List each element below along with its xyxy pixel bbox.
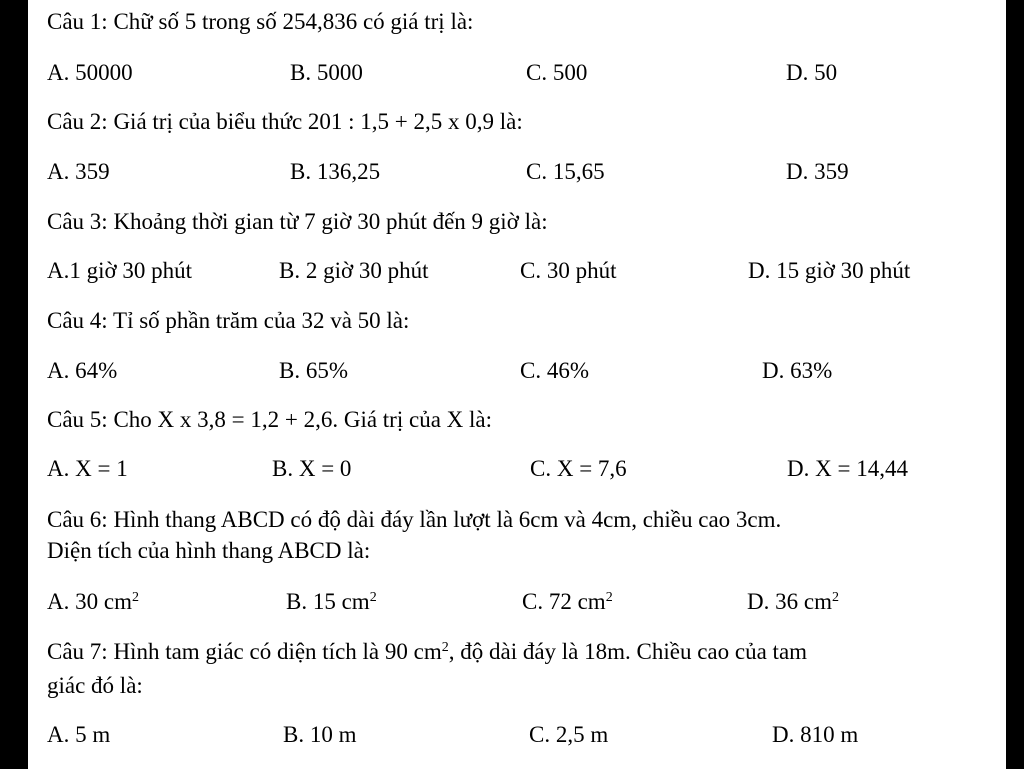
q5-option-b: B. X = 0 [272, 456, 352, 481]
question-6-line-1: Câu 6: Hình thang ABCD có độ dài đáy lần lượt là 6cm và 4cm, chiều cao 3cm. [47, 507, 782, 532]
q6-option-a: A. 30 $cm^2$ [47, 589, 139, 614]
question-7-line-2: giác đó là: [47, 673, 143, 698]
question-1: Câu 1: Chữ số 5 trong số 254,836 có giá trị là: [47, 9, 474, 34]
q5-option-a: A. X = 1 [47, 456, 128, 481]
q5-option-c: C. X = 7,6 [530, 456, 627, 481]
question-6-line-2: Diện tích của hình thang ABCD là: [47, 538, 371, 563]
q3-option-a: A.1 giờ 30 phút [47, 258, 193, 283]
q7-option-b: B. 10 m [283, 722, 357, 747]
question-2: Câu 2: Giá trị của biểu thức 201 : 1,5 + 2,5 x 0,9 là: [47, 109, 523, 134]
q6-option-c: C. 72 $cm^2$ [522, 589, 613, 614]
question-4: Câu 4: Tỉ số phần trăm của 32 và 50 là: [47, 308, 410, 333]
q1-option-c: C. 500 [526, 60, 588, 85]
q2-option-b: B. 136,25 [290, 159, 381, 184]
q6-option-b: B. 15 $cm^2$ [286, 589, 377, 614]
q3-option-b: B. 2 giờ 30 phút [279, 258, 429, 283]
document-page [28, 0, 1006, 769]
q2-option-a: A. 359 [47, 159, 110, 184]
q2-option-c: C. 15,65 [526, 159, 605, 184]
q4-option-b: B. 65% [279, 358, 348, 383]
q4-option-a: A. 64% [47, 358, 118, 383]
q7-option-c: C. 2,5 m [529, 722, 609, 747]
q7-option-a: A. 5 m [47, 722, 111, 747]
q2-option-d: D. 359 [786, 159, 849, 184]
q1-option-d: D. 50 [786, 60, 838, 85]
question-3: Câu 3: Khoảng thời gian từ 7 giờ 30 phút đến 9 giờ là: [47, 209, 548, 234]
q3-option-d: D. 15 giờ 30 phút [748, 258, 911, 283]
q1-option-a: A. 50000 [47, 60, 133, 85]
question-7-line-1: Câu 7: Hình tam giác có diện tích là 90 $cm^2$, độ dài đáy là 18m. Chiều cao của tam [47, 639, 808, 664]
q3-option-c: C. 30 phút [520, 258, 617, 283]
q7-option-d: D. 810 m [772, 722, 859, 747]
q4-option-d: D. 63% [762, 358, 833, 383]
q6-option-d: D. 36 $cm^2$ [747, 589, 839, 614]
q1-option-b: B. 5000 [290, 60, 363, 85]
question-5: Câu 5: Cho X x 3,8 = 1,2 + 2,6. Giá trị của X là: [47, 407, 492, 432]
q4-option-c: C. 46% [520, 358, 589, 383]
q5-option-d: D. X = 14,44 [787, 456, 908, 481]
